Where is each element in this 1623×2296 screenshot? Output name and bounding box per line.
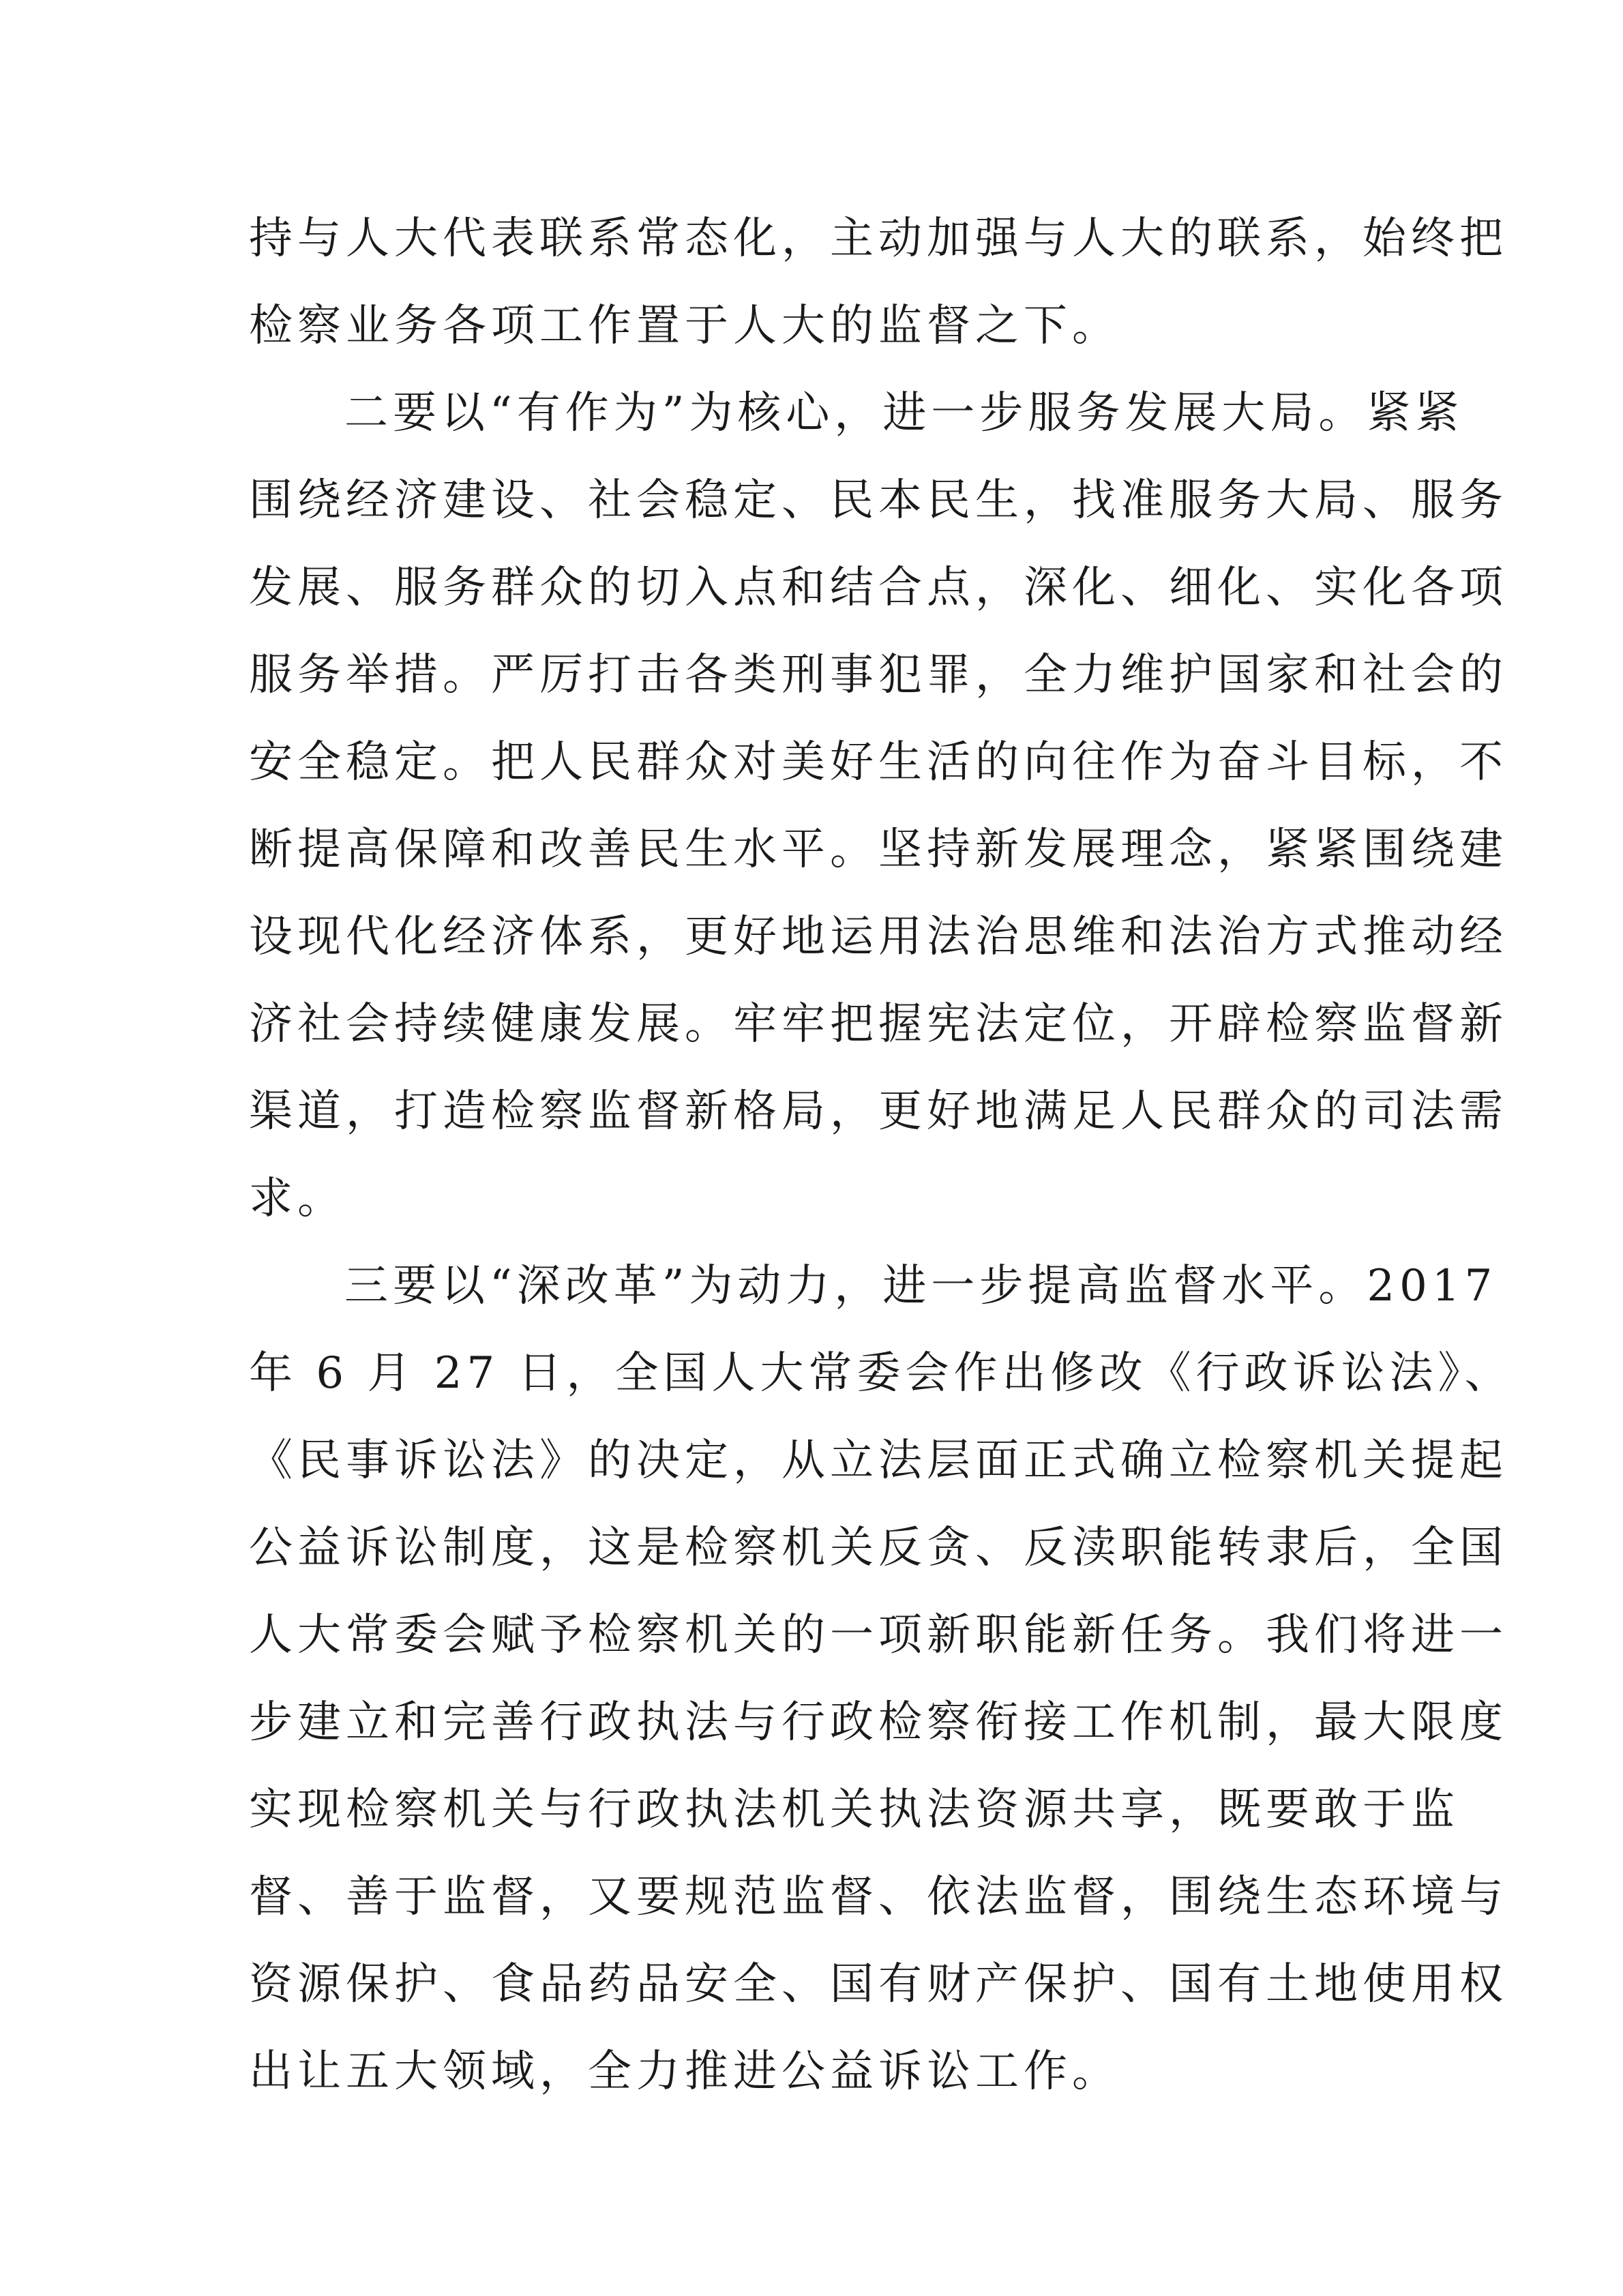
text-line: 年 6 月 27 日，全国人大常委会作出修改《行政诉讼法》、: [249, 1348, 1513, 1399]
text-line: 持与人大代表联系常态化，主动加强与人大的联系，始终把: [249, 213, 1508, 264]
paragraph-3: [249, 1242, 1513, 2115]
text-line: 断提高保障和改善民生水平。坚持新发展理念，紧紧围绕建: [249, 824, 1508, 875]
text-line: 二要以“有作为”为核心，进一步服务发展大局。紧紧: [344, 388, 1464, 438]
text-line: 安全稳定。把人民群众对美好生活的向往作为奋斗目标，不: [249, 737, 1508, 788]
text-line: 围绕经济建设、社会稳定、民本民生，找准服务大局、服务: [249, 475, 1508, 526]
paragraph-2: [249, 370, 1508, 1242]
paragraph-1: [249, 195, 1508, 370]
text-line: 设现代化经济体系，更好地运用法治思维和法治方式推动经: [249, 912, 1508, 962]
text-line: 济社会持续健康发展。牢牢把握宪法定位，开辟检察监督新: [249, 999, 1508, 1049]
text-line: 三要以“深改革”为动力，进一步提高监督水平。2017: [344, 1261, 1498, 1311]
text-line: 出让五大领域，全力推进公益诉讼工作。: [249, 2046, 1120, 2097]
text-line: 公益诉讼制度，这是检察机关反贪、反渎职能转隶后，全国: [249, 1523, 1508, 1573]
text-line: 检察业务各项工作置于人大的监督之下。: [249, 301, 1120, 351]
text-line: 资源保护、食品药品安全、国有财产保护、国有土地使用权: [249, 1959, 1508, 2010]
text-line: 发展、服务群众的切入点和结合点，深化、细化、实化各项: [249, 563, 1508, 613]
text-line: 人大常委会赋予检察机关的一项新职能新任务。我们将进一: [249, 1610, 1508, 1660]
text-line: 督、善于监督，又要规范监督、依法监督，围绕生态环境与: [249, 1872, 1508, 1922]
text-line: 《民事诉讼法》的决定，从立法层面正式确立检察机关提起: [249, 1435, 1508, 1486]
text-line: 服务举措。严厉打击各类刑事犯罪，全力维护国家和社会的: [249, 650, 1508, 700]
text-line: 渠道，打造检察监督新格局，更好地满足人民群众的司法需: [249, 1086, 1508, 1137]
document-body: [249, 195, 1513, 2115]
text-line: 求。: [249, 1174, 346, 1224]
text-line: 实现检察机关与行政执法机关执法资源共享，既要敢于监: [249, 1785, 1459, 1835]
text-line: 步建立和完善行政执法与行政检察衔接工作机制，最大限度: [249, 1697, 1508, 1748]
